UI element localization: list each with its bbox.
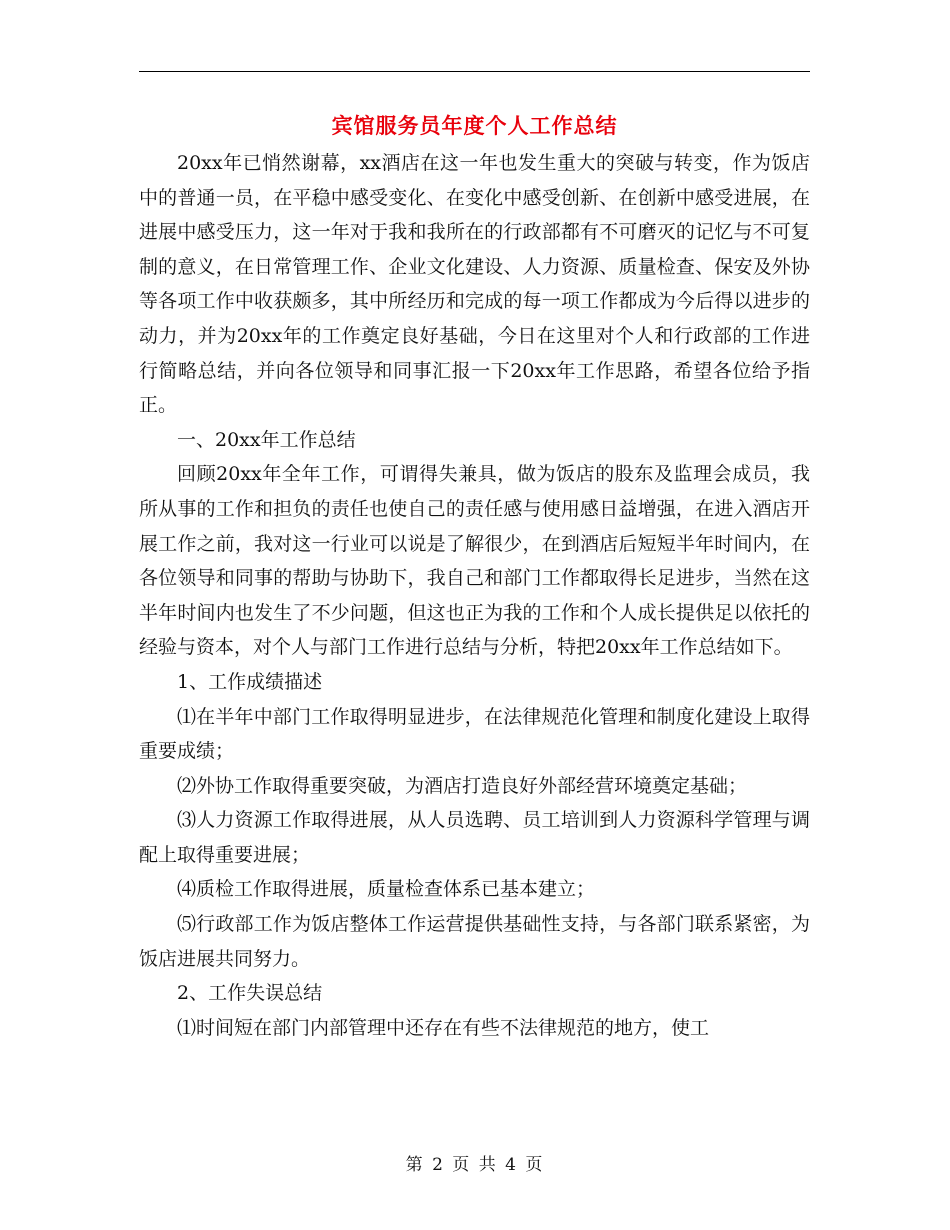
document-body (139, 146, 810, 1045)
section-heading-1: 一、20xx年工作总结 (177, 428, 356, 451)
list-item: ⑴在半年中部门工作取得明显进步，在法律规范化管理和制度化建设上取得重要成绩； (139, 705, 810, 763)
header-rule (139, 71, 810, 72)
subsection-heading-mistakes: 2、工作失误总结 (177, 982, 323, 1005)
list-item: ⑶人力资源工作取得进展，从人员选聘、员工培训到人力资源科学管理与调配上取得重要进展； (139, 809, 810, 866)
page-number-footer: 第 2 页 共 4 页 (405, 1155, 545, 1175)
list-item: ⑵外协工作取得重要突破，为酒店打造良好外部经营环境奠定基础； (177, 774, 748, 797)
list-item: ⑸行政部工作为饭店整体工作运营提供基础性支持，与各部门联系紧密，为饭店进展共同努力。 (139, 913, 810, 970)
list-item: ⑴时间短在部门内部管理中还存在有些不法律规范的地方，使工 (177, 1016, 710, 1039)
paragraph-review: 回顾20xx年全年工作，可谓得失兼具，做为饭店的股东及监理会成员，我所从事的工作和担负的责任也使自己的责任感与使用感日益增强，在进入酒店开展工作之前，我对这一行业可以说是了解很少，在到酒店后短短半年时间内，在各位领导和同事的帮助与协助下，我自己和部门工作都取得长足进步，当然在这半年时间内也发生了不少问题，但这也正为我的工作和个人成长提供足以依托的经验与资本，对个人与部门工作进行总结与分析，特把20xx年工作总结如下。 (139, 463, 810, 659)
paragraph-intro: 20xx年已悄然谢幕，xx酒店在这一年也发生重大的突破与转变，作为饭店中的普通一员，在平稳中感受变化、在变化中感受创新、在创新中感受进展，在进展中感受压力，这一年对于我和我所在的行政部都有不可磨灭的记忆与不可复制的意义，在日常管理工作、企业文化建设、人力资源、质量检查、保安及外协等各项工作中收获颇多，其中所经历和完成的每一项工作都成为今后得以进步的动力，并为20xx年的工作奠定良好基础，今日在这里对个人和行政部的工作进行简略总结，并向各位领导和同事汇报一下20xx年工作思路，希望各位给予指正。 (139, 152, 810, 417)
page-title: 宾馆服务员年度个人工作总结 (331, 113, 618, 138)
subsection-heading-achievements: 1、工作成绩描述 (177, 670, 323, 693)
list-item: ⑷质检工作取得进展，质量检查体系已基本建立； (177, 878, 596, 901)
